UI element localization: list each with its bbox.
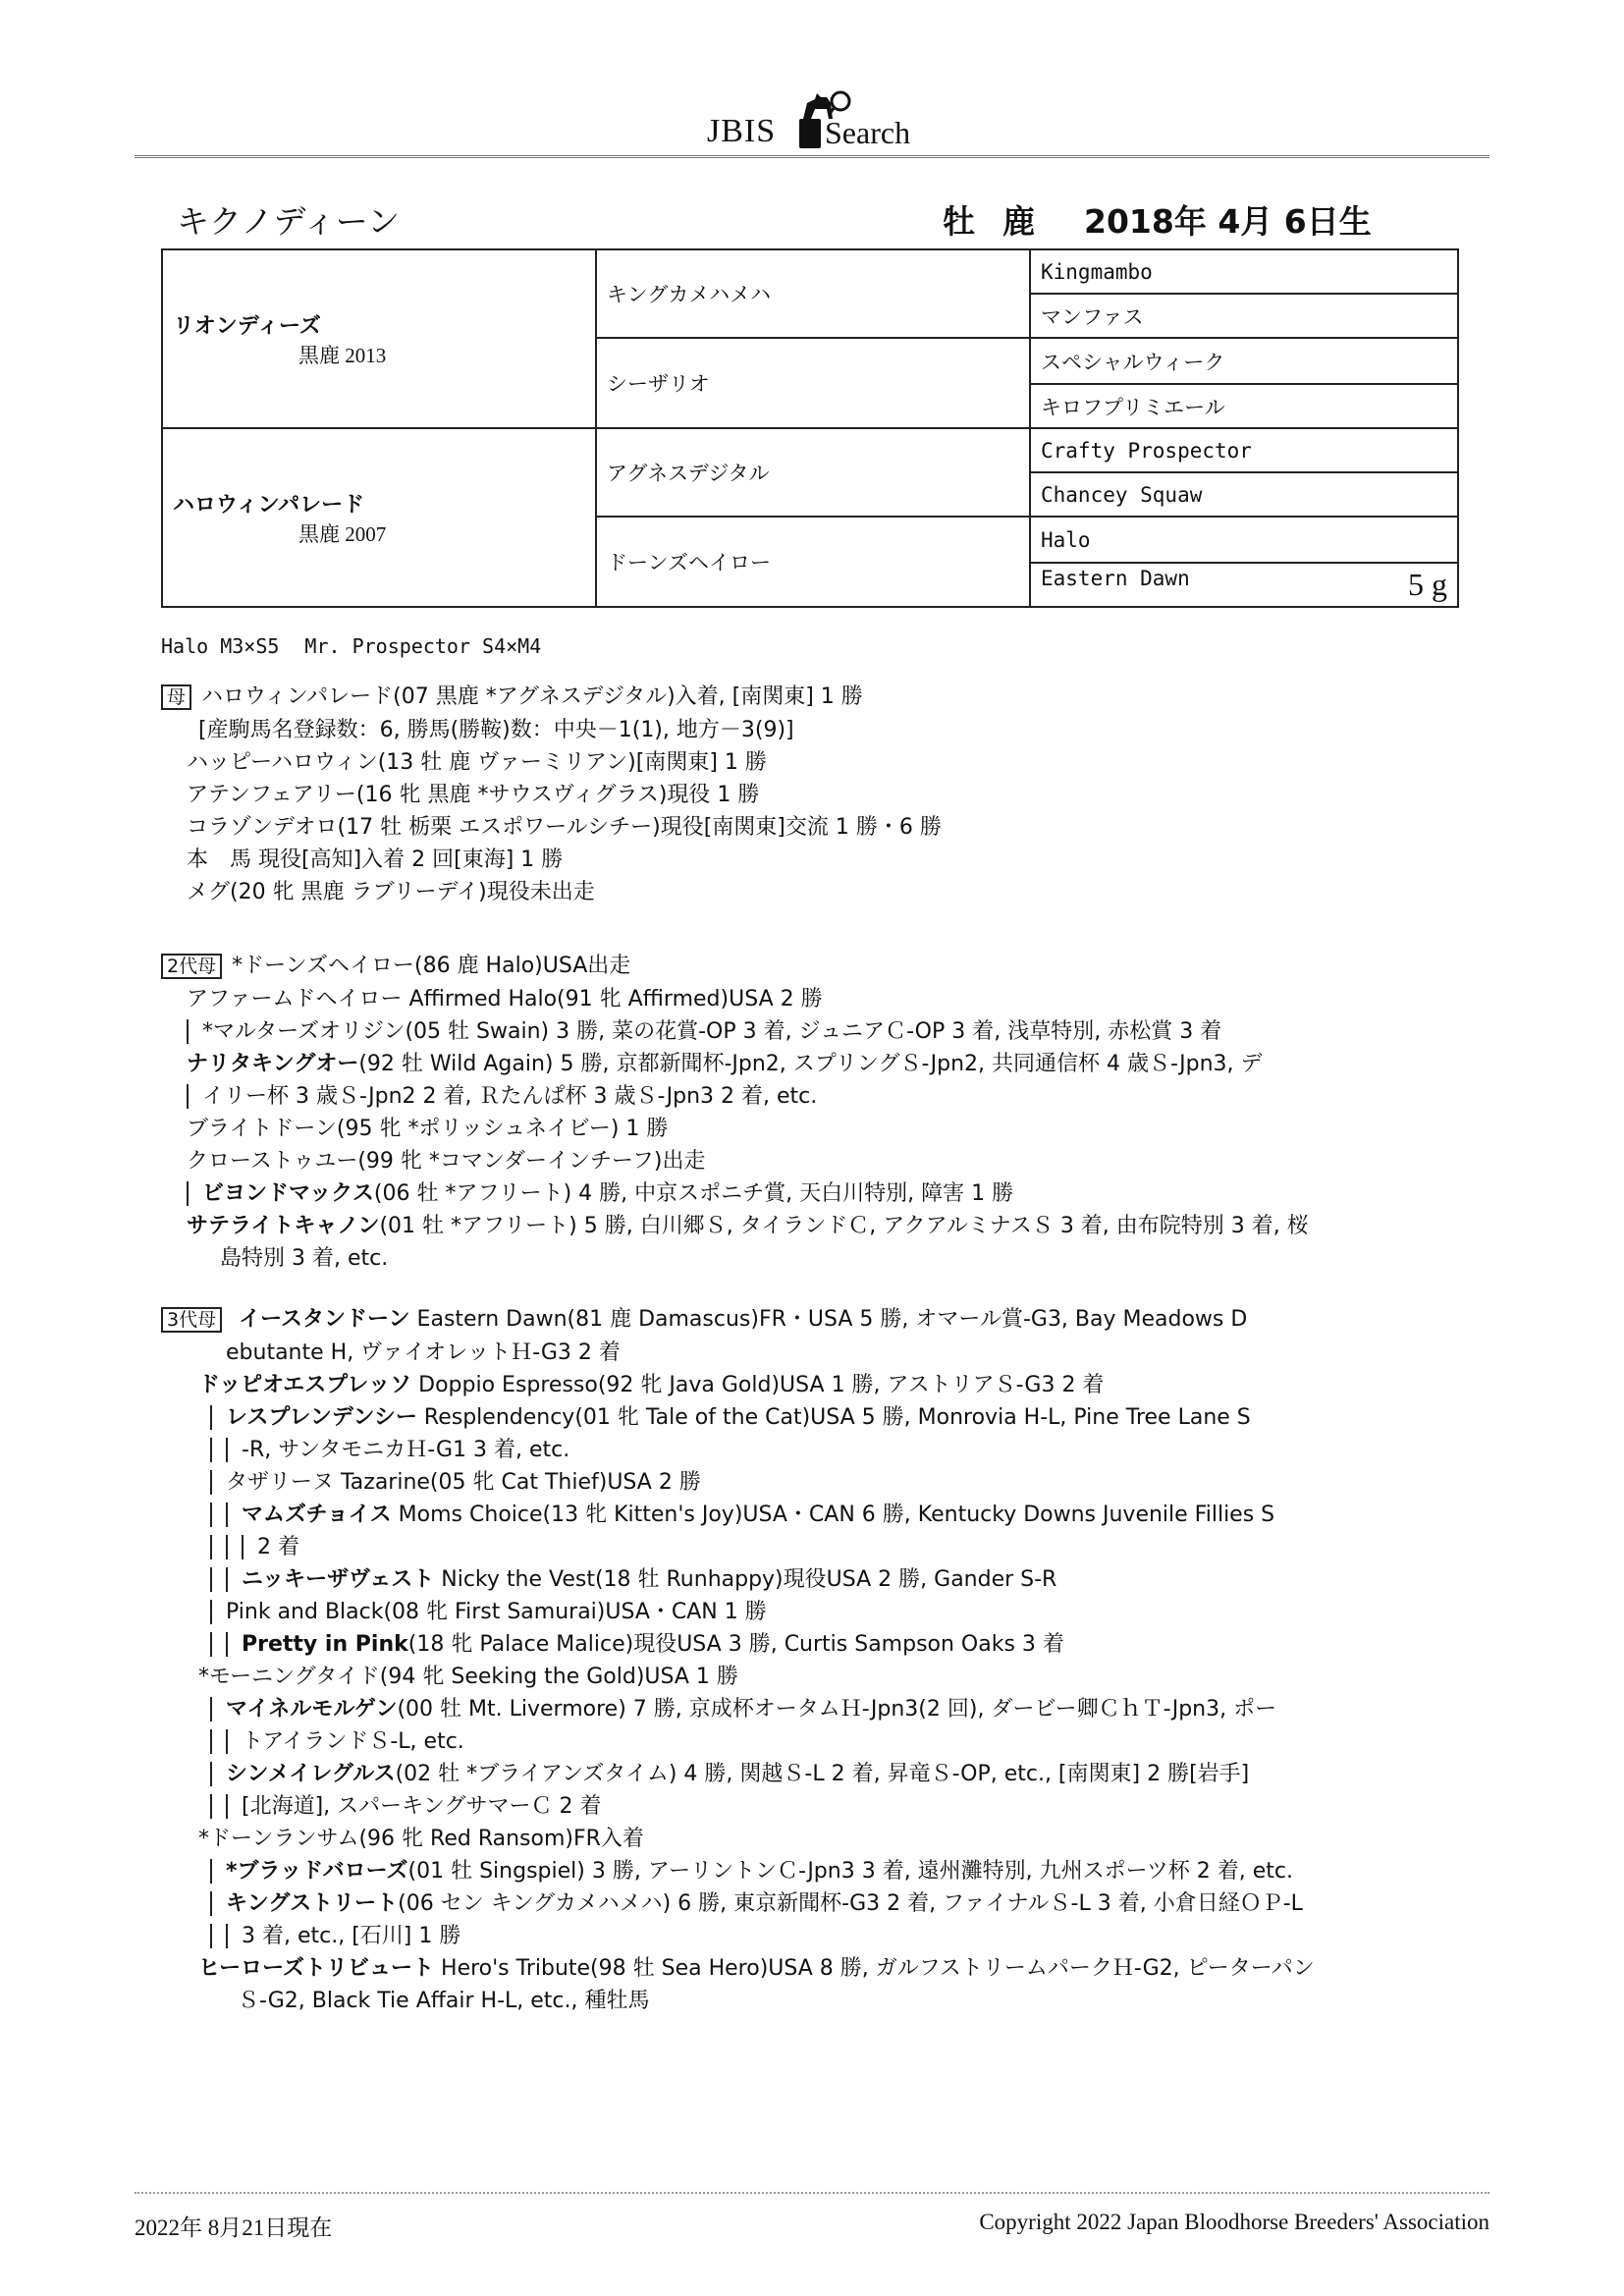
- header-rule: [135, 155, 1489, 158]
- second-dam-line: *ドーンズヘイロー(86 鹿 Halo)USA出走: [232, 954, 631, 978]
- third-dam-section: 3代母 イースタンドーン Eastern Dawn(81 鹿 Damascus)FR・USA 5 勝, オマール賞-G3, Bay Meadows D ebutante H, ヴァイオレットＨ-G3 2 着 ドッピオエスプレッソ Doppio Espresso(92 牝 Java Gold)USA 1 勝, アストリアＳ-G3 2 着 レスプレンデンシー Resplendency(01 牝 Tale of the Cat)USA 5 勝, Monrovia H-L, Pine Tree Lane S -R, サンタモニカＨ-G1 3 着, etc. タザリーヌ Tazarine(05 牝 Cat Thief)USA 2 勝 マムズチョイス Moms Choice(13 牝 Kitten's Joy)USA・CAN 6 勝, Kentucky Downs Juvenile Fillies S 2 着 ニッキーザヴェスト Nicky the Vest(18 牡 Runhappy)現役USA 2 勝, Gander S-R Pink and Black(08 牝 First Samurai)USA・CAN 1 勝 Pretty in Pink(18 牝 Palace Malice)現役USA 3 勝, Curtis Sampson Oaks 3 着 *モーニングタイド(94 牝 Seeking the Gold)USA 1 勝 マイネルモルゲン(00 牡 Mt. Livermore) 7 勝, 京成杯オータムＨ-Jpn3(2 回), ダービー卿ＣｈＴ-Jpn3, ポー トアイランドＳ-L, etc. シンメイレグルス(02 牡 *ブライアンズタイム) 4 勝, 関越Ｓ-L 2 着, 昇竜Ｓ-OP, etc., [南関東] 2 勝[岩手] [北海道], スパーキングサマーＣ 2 着 *ドーンランサム(96 牝 Red Ransom)FR入着 *ブラッドバローズ(01 牡 Singspiel) 3 勝, アーリントンＣ-Jpn3 3 着, 遠州灘特別, 九州スポーツ杯 2 着, etc. キングストリート(06 セン キングカメハメハ) 6 勝, 東京新聞杯-G3 2 着, ファイナルＳ-L 3 着, 小倉日経ＯＰ-L 3 着, etc., [石川] 1 勝 ヒーローズトリビュート Hero's Tribute(98 牡 Sea Hero)USA 8 勝, ガルフストリームパークＨ-G2, ピーターパン Ｓ-G2, Black Tie Affair H-L, etc., 種牡馬: [161, 1303, 1379, 2017]
- td-line-8: ニッキーザヴェスト Nicky the Vest(18 牡 Runhappy)現役USA 2 勝, Gander S-R: [161, 1563, 1379, 1596]
- sd-line-9: 島特別 3 着, etc.: [220, 1246, 389, 1271]
- logo-search-text: Search: [825, 115, 911, 150]
- horse-name: キクノディーン: [177, 202, 401, 241]
- td-line-13: トアイランドＳ-L, etc.: [161, 1725, 1379, 1758]
- td-line-18: キングストリート(06 セン キングカメハメハ) 6 勝, 東京新聞杯-G3 2 着, ファイナルＳ-L 3 着, 小倉日経ＯＰ-L: [161, 1887, 1379, 1920]
- dam-stats: [産駒馬名登録数：6, 勝馬(勝鞍)数：中央－1(1), 地方－3(9)]: [198, 718, 794, 742]
- td-line-14: シンメイレグルス(02 牡 *ブライアンズタイム) 4 勝, 関越Ｓ-L 2 着, 昇竜Ｓ-OP, etc., [南関東] 2 勝[岩手]: [161, 1758, 1379, 1790]
- sd-line-2: *マルターズオリジン(05 牡 Swain) 3 勝, 菜の花賞-OP 3 着, ジュニアＣ-OP 3 着, 浅草特別, 赤松賞 3 着: [161, 1015, 1379, 1048]
- g3-5: Crafty Prospector: [1030, 428, 1458, 472]
- td-line-17: *ブラッドバローズ(01 牡 Singspiel) 3 勝, アーリントンＣ-Jpn3 3 着, 遠州灘特別, 九州スポーツ杯 2 着, etc.: [161, 1855, 1379, 1887]
- dam-cell: [162, 428, 596, 607]
- dam-sire: アグネスデジタル: [596, 428, 1030, 517]
- td-line-9: Pink and Black(08 牝 First Samurai)USA・CAN 1 勝: [161, 1596, 1379, 1628]
- td-line-16: *ドーンランサム(96 牝 Red Ransom)FR入着: [198, 1827, 644, 1851]
- inbreeding-1: Halo M3×S5: [161, 634, 280, 658]
- footer-copyright: Copyright 2022 Japan Bloodhorse Breeders' Association: [979, 2210, 1489, 2234]
- logo-block: [799, 119, 821, 148]
- offspring-4: メグ(20 牝 黒鹿 ラブリーデイ)現役未出走: [187, 880, 595, 904]
- td-line-10: Pretty in Pink(18 牝 Palace Malice)現役USA 3 勝, Curtis Sampson Oaks 3 着: [161, 1628, 1379, 1661]
- td-line-1: ebutante H, ヴァイオレットＨ-G3 2 着: [226, 1340, 621, 1365]
- dam-info: 黒鹿 2007: [298, 521, 387, 546]
- sire-sire: キングカメハメハ: [596, 249, 1030, 338]
- sd-line-6: クローストゥユー(99 牝 *コマンダーインチーフ)出走: [187, 1149, 706, 1174]
- sire-dam: シーザリオ: [596, 338, 1030, 428]
- td-line-11: *モーニングタイド(94 牝 Seeking the Gold)USA 1 勝: [198, 1665, 738, 1689]
- td-line-2: ドッピオエスプレッソ Doppio Espresso(92 牝 Java Gold)USA 1 勝, アストリアＳ-G3 2 着: [198, 1373, 1105, 1397]
- dam-tag: 母: [161, 684, 191, 710]
- g3-6: Chancey Squaw: [1030, 472, 1458, 517]
- offspring-2: アテンフェアリー(16 牝 黒鹿 *サウスヴィグラス)現役 1 勝: [187, 783, 760, 807]
- footer-date: 2022年 8月21日現在: [135, 2215, 333, 2240]
- sd-line-3: ナリタキングオー(92 牡 Wild Again) 5 勝, 京都新聞杯-Jpn2, スプリングＳ-Jpn2, 共同通信杯 4 歳Ｓ-Jpn3, デ: [187, 1052, 1263, 1076]
- sd-line-7: ビヨンドマックス(06 牡 *アフリート) 4 勝, 中京スポニチ賞, 天白川特別, 障害 1 勝: [161, 1177, 1379, 1210]
- g3-7: Halo: [1030, 517, 1458, 563]
- horse-sex: 牡: [943, 202, 975, 241]
- g3-4: キロフプリミエール: [1030, 384, 1458, 428]
- offspring-1: ハッピーハロウィン(13 牡 鹿 ヴァーミリアン)[南関東] 1 勝: [187, 750, 767, 775]
- sd-line-4: イリー杯 3 歳Ｓ-Jpn2 2 着, Ｒたんぱ杯 3 歳Ｓ-Jpn3 2 着, etc.: [161, 1080, 1379, 1113]
- sire-info: 黒鹿 2013: [298, 343, 387, 367]
- third-dam-tag: 3代母: [161, 1307, 222, 1333]
- offspring-self: 本 馬 現役[高知]入着 2 回[東海] 1 勝: [187, 847, 564, 872]
- horse-color: 鹿: [1002, 202, 1035, 241]
- td-line-20: ヒーローズトリビュート Hero's Tribute(98 牡 Sea Hero)USA 8 勝, ガルフストリームパークＨ-G2, ピーターパン: [198, 1956, 1315, 1981]
- dam-section: [161, 681, 1379, 908]
- td-line-19: 3 着, etc., [石川] 1 勝: [161, 1920, 1379, 1952]
- offspring-3: コラゾンデオロ(17 牡 栃栗 エスポワールシチー)現役[南関東]交流 1 勝・6 勝: [187, 815, 942, 840]
- td-line-12: マイネルモルゲン(00 牡 Mt. Livermore) 7 勝, 京成杯オータムＨ-Jpn3(2 回), ダービー卿ＣｈＴ-Jpn3, ポー: [161, 1693, 1379, 1725]
- sire-cell: [162, 249, 596, 428]
- sire-name: リオンディーズ: [173, 313, 321, 339]
- g3-2: マンファス: [1030, 294, 1458, 338]
- sd-line-5: ブライトドーン(95 牝 *ポリッシュネイビー) 1 勝: [187, 1117, 669, 1141]
- sd-line-8: サテライトキャノン(01 牡 *アフリート) 5 勝, 白川郷Ｓ, タイランドＣ, アクアルミナスＳ 3 着, 由布院特別 3 着, 桜: [187, 1214, 1309, 1238]
- td-line-7: 2 着: [161, 1531, 1379, 1563]
- dam-name: ハロウィンパレード: [173, 492, 365, 518]
- td-line-5: タザリーヌ Tazarine(05 牝 Cat Thief)USA 2 勝: [161, 1466, 1379, 1499]
- pedigree-table: [161, 248, 1459, 608]
- g3-1: Kingmambo: [1030, 249, 1458, 294]
- g3-8-name: Eastern Dawn: [1041, 567, 1190, 590]
- inbreed-generation: 5 g: [1408, 567, 1447, 602]
- inbreeding-line: [161, 634, 567, 658]
- g3-3: スペシャルウィーク: [1030, 338, 1458, 384]
- td-line-3: レスプレンデンシー Resplendency(01 牝 Tale of the Cat)USA 5 勝, Monrovia H-L, Pine Tree Lane S: [161, 1401, 1379, 1434]
- second-dam-tag: 2代母: [161, 954, 222, 979]
- td-line-4: -R, サンタモニカＨ-G1 3 着, etc.: [161, 1434, 1379, 1466]
- td-line-15: [北海道], スパーキングサマーＣ 2 着: [161, 1790, 1379, 1823]
- jbis-search-logo: [707, 103, 952, 157]
- td-line-21: Ｓ-G2, Black Tie Affair H-L, etc., 種牡馬: [238, 1989, 650, 2013]
- second-dam-section: [161, 950, 1379, 1275]
- dam-dam: ドーンズヘイロー: [596, 517, 1030, 607]
- g3-8: [1030, 563, 1458, 607]
- td-line-6: マムズチョイス Moms Choice(13 牝 Kitten's Joy)USA・CAN 6 勝, Kentucky Downs Juvenile Fillies S: [161, 1499, 1379, 1531]
- dam-line: ハロウィンパレード(07 黒鹿 *アグネスデジタル)入着, [南関東] 1 勝: [201, 684, 863, 709]
- sd-line-1: アファームドヘイロー Affirmed Halo(91 牝 Affirmed)USA 2 勝: [187, 987, 823, 1011]
- logo-jbis-text: JBIS: [707, 113, 777, 149]
- footer-rule: [135, 2192, 1489, 2194]
- horse-birth: 2018年 4月 6日生: [1084, 202, 1372, 241]
- inbreeding-2: Mr. Prospector S4×M4: [304, 634, 542, 658]
- horse-meta: [943, 196, 1372, 243]
